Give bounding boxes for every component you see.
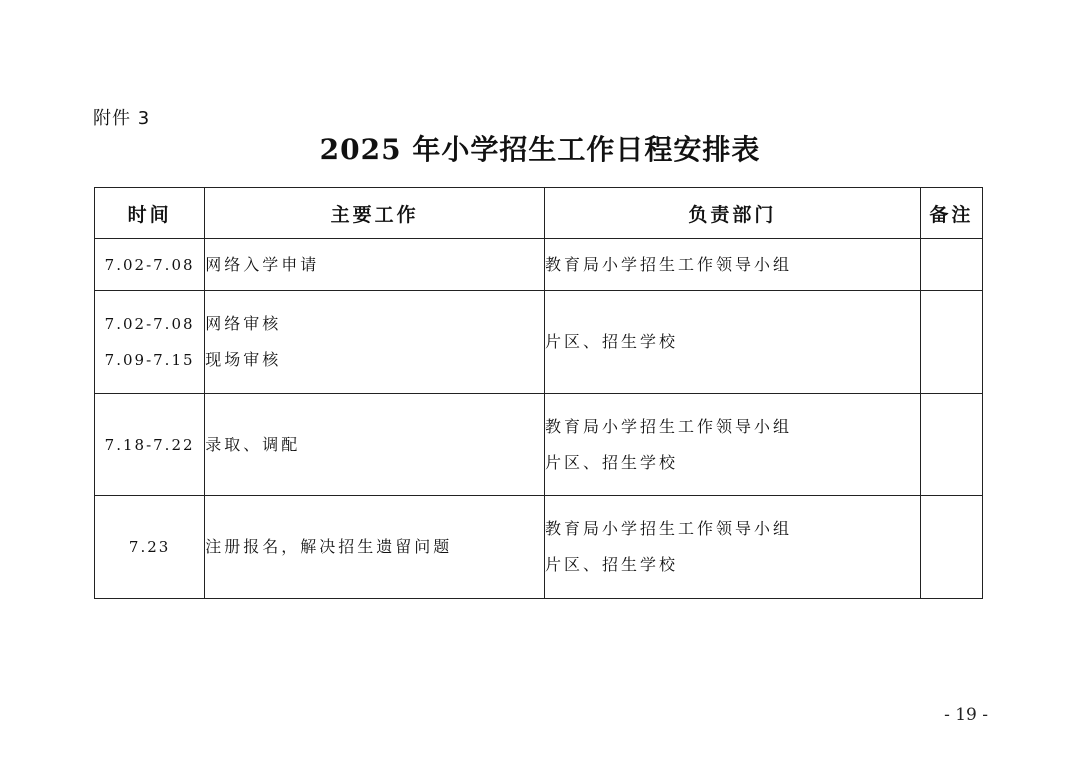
cell-time: [95, 393, 205, 496]
work-line: 网络入学申请: [205, 254, 320, 274]
cell-time: [95, 291, 205, 394]
cell-dept: [544, 496, 920, 599]
cell-work: [205, 393, 545, 496]
cell-work: [205, 291, 545, 394]
time-line: 7.02-7.08: [104, 314, 195, 333]
time-line: 7.09-7.15: [104, 350, 195, 369]
header-time: 时间: [95, 188, 205, 239]
dept-line: 片区、招生学校: [544, 331, 678, 351]
time-line: 7.02-7.08: [104, 255, 195, 274]
cell-note: [920, 239, 982, 291]
header-note: 备注: [920, 188, 982, 239]
cell-time: [95, 496, 205, 599]
table-row: [95, 496, 983, 599]
table-row: [95, 291, 983, 394]
cell-note: [920, 496, 982, 599]
table-header-row: [95, 188, 983, 239]
time-line: 7.18-7.22: [104, 435, 195, 454]
cell-work: [205, 496, 545, 599]
schedule-table: [94, 187, 983, 599]
header-work: 主要工作: [205, 188, 545, 239]
page-number: - 19 -: [944, 705, 988, 725]
cell-time: [95, 239, 205, 291]
table-row: [95, 393, 983, 496]
work-line: 录取、调配: [205, 434, 301, 454]
dept-line: 教育局小学招生工作领导小组: [544, 254, 792, 274]
cell-dept: [544, 239, 920, 291]
cell-work: [205, 239, 545, 291]
table-row: [95, 239, 983, 291]
page-title: 2025 年小学招生工作日程安排表: [319, 133, 761, 166]
cell-dept: [544, 291, 920, 394]
dept-line: 教育局小学招生工作领导小组: [544, 416, 792, 436]
header-dept: 负责部门: [544, 188, 920, 239]
work-line: 注册报名，解决招生遗留问题: [205, 537, 453, 557]
dept-line: 片区、招生学校: [544, 452, 678, 472]
cell-dept: [544, 393, 920, 496]
dept-line: 教育局小学招生工作领导小组: [544, 519, 792, 539]
cell-note: [920, 291, 982, 394]
time-line: 7.23: [128, 538, 171, 557]
work-line: 现场审核: [205, 349, 282, 369]
cell-note: [920, 393, 982, 496]
work-line: 网络审核: [205, 313, 282, 333]
attachment-label: 附件 3: [93, 108, 151, 129]
dept-line: 片区、招生学校: [544, 555, 678, 575]
